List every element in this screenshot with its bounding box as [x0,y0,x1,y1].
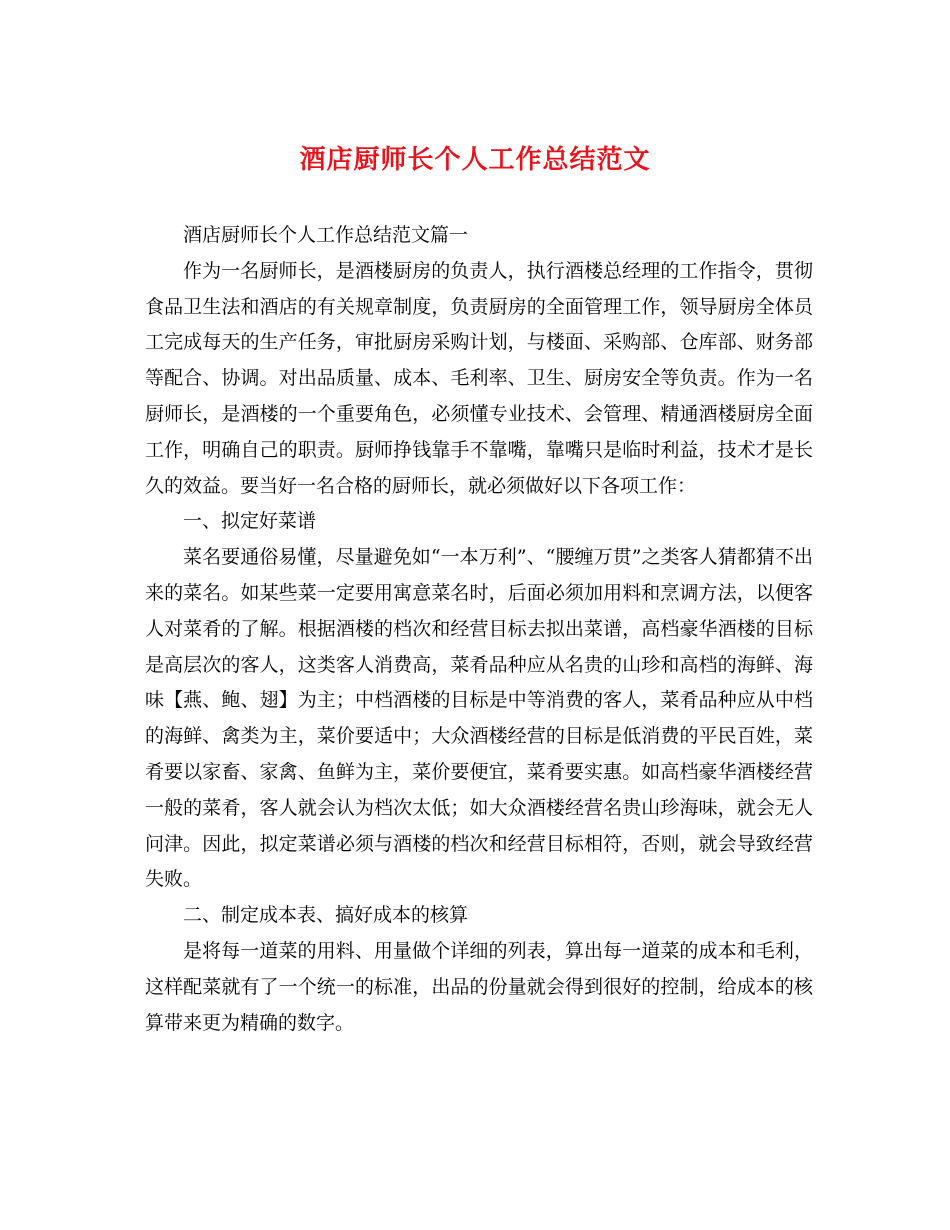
body-paragraph: 菜名要通俗易懂，尽量避免如“一本万利”、“腰缠万贯”之类客人猜都猜不出来的菜名。如某些菜一定要用寓意菜名时，后面必须加用料和烹调方法，以便客人对菜肴的了解。根据酒楼的档次和经营目标去拟出菜谱，高档豪华酒楼的目标是高层次的客人，这类客人消费高，菜肴品种应从名贵的山珍和高档的海鲜、海味【燕、鲍、翅】为主；中档酒楼的目标是中等消费的客人，菜肴品种应从中档的海鲜、禽类为主，菜价要适中；大众酒楼经营的目标是低消费的平民百姓，菜肴要以家畜、家禽、鱼鲜为主，菜价要便宜，菜肴要实惠。如高档豪华酒楼经营一般的菜肴，客人就会认为档次太低；如大众酒楼经营名贵山珍海味，就会无人问津。因此，拟定菜谱必须与酒楼的档次和经营目标相符，否则，就会导致经营失败。 [145,546,813,891]
section-heading: 一、拟定好菜谱 [183,510,317,533]
body-paragraph: 是将每一道菜的用料、用量做个详细的列表，算出每一道菜的成本和毛利，这样配菜就有了一个统一的标准，出品的份量就会得到很好的控制，给成本的核算带来更为精确的数字。 [145,939,813,1034]
section-heading: 二、制定成本表、搞好成本的核算 [183,904,469,927]
document-title: 酒店厨师长个人工作总结范文 [299,145,651,175]
body-paragraph: 作为一名厨师长，是酒楼厨房的负责人，执行酒楼总经理的工作指令，贯彻食品卫生法和酒店的有关规章制度，负责厨房的全面管理工作，领导厨房全体员工完成每天的生产任务，审批厨房采购计划，与楼面、采购部、仓库部、财务部等配合、协调。对出品质量、成本、毛利率、卫生、厨房安全等负责。作为一名厨师长，是酒楼的一个重要角色，必须懂专业技术、会管理、精通酒楼厨房全面工作，明确自己的职责。厨师挣钱靠手不靠嘴，靠嘴只是临时利益，技术才是长久的效益。要当好一名合格的厨师长，就必须做好以下各项工作： [145,259,813,497]
section-heading: 酒店厨师长个人工作总结范文篇一 [183,224,469,246]
document-body [145,218,813,1041]
